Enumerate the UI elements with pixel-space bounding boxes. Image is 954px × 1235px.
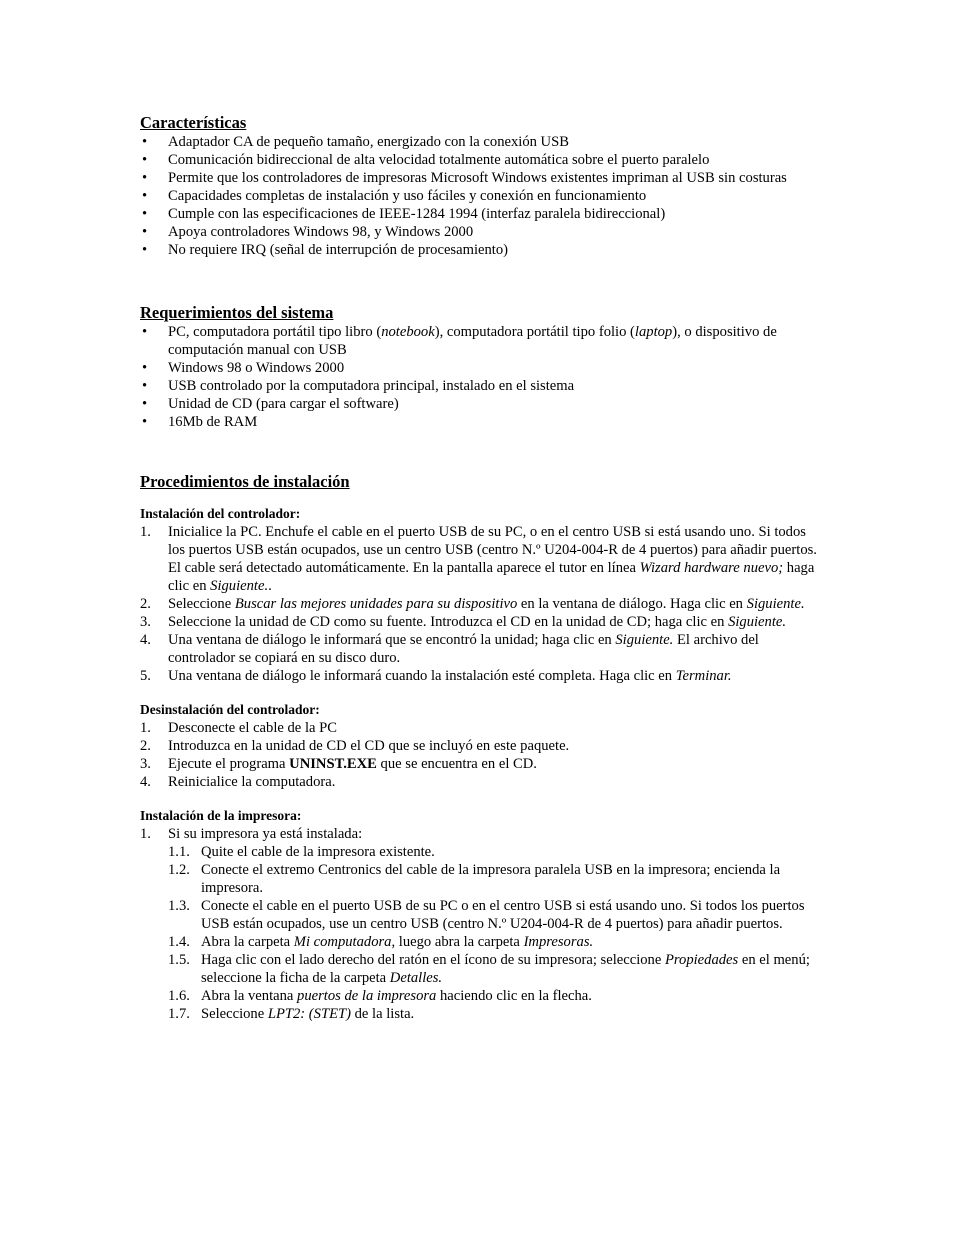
text-run: Introduzca en la unidad de CD el CD que se incluyó en este paquete. [168, 738, 570, 754]
list-item: • Windows 98 o Windows 2000 [140, 359, 820, 377]
text-run: que se encuentra en el CD. [376, 756, 537, 772]
text-run: notebook [381, 324, 435, 340]
list-item [140, 667, 820, 685]
list-item [168, 897, 820, 933]
step-number: 1.4. [168, 934, 190, 950]
text-run: ), o dispositivo de computación manual con USB [168, 324, 777, 358]
list-item [140, 613, 820, 631]
text-run: laptop [634, 324, 673, 340]
text-run: ), computadora portátil tipo folio ( [434, 324, 635, 340]
features-section [140, 113, 820, 259]
list-item [140, 737, 820, 755]
install-heading: Procedimientos de instalación [140, 472, 350, 491]
step-number: 1.3. [168, 898, 190, 914]
text-run: Siguiente. [210, 578, 269, 594]
list-item [168, 951, 820, 987]
text-run: . [268, 578, 272, 594]
uninstall-steps [140, 719, 820, 791]
text-run: Impresoras. [523, 934, 594, 950]
text-run: Una ventana de diálogo le informará que se encontró la unidad; haga clic en [168, 632, 616, 648]
list-item: • Comunicación bidireccional de alta velocidad totalmente automática sobre el puerto paralelo [140, 151, 820, 169]
text-run: Terminar. [675, 668, 732, 684]
text-run: Seleccione [168, 596, 235, 612]
step-number: 1. [140, 720, 151, 736]
requirements-heading: Requerimientos del sistema [140, 303, 334, 322]
printer-heading: Instalación de la impresora: [140, 808, 302, 823]
step-number: 1.6. [168, 988, 190, 1004]
list-item [140, 825, 820, 1023]
text-run: Siguiente. [746, 596, 805, 612]
features-heading: Características [140, 113, 247, 132]
requirements-section [140, 303, 820, 431]
text-run: LPT2: (STET) [267, 1006, 351, 1022]
list-item [168, 861, 820, 897]
text-run: Haga clic con el lado derecho del ratón en el ícono de su impresora; seleccione [201, 952, 665, 968]
step-number: 3. [140, 614, 151, 630]
spacer [140, 685, 820, 701]
text-run: Seleccione la unidad de CD como su fuente. Introduzca el CD en la unidad de CD; haga clic en [168, 614, 729, 630]
step-number: 1.5. [168, 952, 190, 968]
text-run: PC, computadora portátil tipo libro ( [168, 324, 382, 340]
list-item: • Apoya controladores Windows 98, y Windows 2000 [140, 223, 820, 241]
text-run: en la ventana de diálogo. Haga clic en [517, 596, 747, 612]
text-run: Quite el cable de la impresora existente. [201, 844, 435, 860]
step-number: 1.1. [168, 844, 190, 860]
list-item: • 16Mb de RAM [140, 413, 820, 431]
list-item [168, 933, 820, 951]
text-run: Propiedades [664, 952, 739, 968]
requirements-list [140, 323, 820, 431]
driver-heading: Instalación del controlador: [140, 506, 301, 521]
text-run: de la lista. [350, 1006, 415, 1022]
text-run: Seleccione [201, 1006, 268, 1022]
install-section [140, 472, 820, 1023]
list-item: • USB controlado por la computadora principal, instalado en el sistema [140, 377, 820, 395]
list-item [168, 1005, 820, 1023]
text-run: Wizard hardware nuevo; [639, 560, 784, 576]
printer-steps [140, 825, 820, 1023]
spacer [140, 791, 820, 807]
list-item: • Permite que los controladores de impresoras Microsoft Windows existentes impriman al USB sin costuras [140, 169, 820, 187]
text-run: Inicialice la PC. Enchufe el cable en el puerto USB de su PC, o en el centro USB si está usando uno. Si todos los puertos USB están ocupados, use un centro USB (centro N.º U204-004-R de 4 puertos) para añadir puertos. El cable será detectado automáticamente. En la pantalla aparece el tutor en línea [168, 524, 817, 576]
list-item [140, 631, 820, 667]
text-run: en el menú; seleccione la ficha de la carpeta [201, 952, 810, 986]
step-number: 4. [140, 774, 151, 790]
text-run: Conecte el cable en el puerto USB de su PC o en el centro USB si está usando uno. Si todos los puertos USB están ocupados, use un centro USB (centro N.º U204-004-R de 4 puertos) para añadir puertos. [201, 898, 805, 932]
list-item [168, 843, 820, 861]
text-run: Siguiente. [615, 632, 674, 648]
driver-steps [140, 523, 820, 685]
step-number: 2. [140, 596, 151, 612]
list-item: • No requiere IRQ (señal de interrupción de procesamiento) [140, 241, 820, 259]
text-run: Buscar las mejores unidades para su dispositivo [234, 596, 518, 612]
text-run: Detalles. [389, 970, 443, 986]
uninstall-heading: Desinstalación del controlador: [140, 702, 320, 717]
step-number: 2. [140, 738, 151, 754]
list-item [140, 523, 820, 595]
list-item [168, 987, 820, 1005]
text-run: , luego abra la carpeta [391, 934, 524, 950]
printer-substeps [168, 843, 820, 1023]
text-run: Mi computadora [293, 934, 392, 950]
list-item [140, 755, 820, 773]
text-run: UNINST.EXE [289, 756, 377, 772]
list-item: • Adaptador CA de pequeño tamaño, energizado con la conexión USB [140, 133, 820, 151]
text-run: Abra la carpeta [201, 934, 294, 950]
list-item [140, 323, 820, 359]
text-run: haciendo clic en la flecha. [436, 988, 592, 1004]
list-item: • Cumple con las especificaciones de IEEE-1284 1994 (interfaz paralela bidireccional) [140, 205, 820, 223]
step-number: 1.7. [168, 1006, 190, 1022]
text-run: Reinicialice la computadora. [168, 774, 336, 790]
text-run: Siguiente. [728, 614, 787, 630]
text-run: Ejecute el programa [168, 756, 290, 772]
step-number: 3. [140, 756, 151, 772]
text-run: Si su impresora ya está instalada: [168, 826, 363, 842]
text-run: El archivo del controlador se copiará en su disco duro. [168, 632, 759, 666]
text-run: Abra la ventana [201, 988, 298, 1004]
text-run: haga clic en [168, 560, 815, 594]
document-page [140, 113, 820, 1023]
list-item [140, 595, 820, 613]
text-run: Desconecte el cable de la PC [168, 720, 337, 736]
step-number: 1. [140, 826, 151, 842]
step-number: 1.2. [168, 862, 190, 878]
list-item [140, 719, 820, 737]
list-item: • Capacidades completas de instalación y uso fáciles y conexión en funcionamiento [140, 187, 820, 205]
step-number: 4. [140, 632, 151, 648]
list-item: • Unidad de CD (para cargar el software) [140, 395, 820, 413]
text-run: Una ventana de diálogo le informará cuando la instalación esté completa. Haga clic en [168, 668, 676, 684]
list-item [140, 773, 820, 791]
features-list [140, 133, 820, 259]
text-run: Conecte el extremo Centronics del cable de la impresora paralela USB en la impresora; encienda la impresora. [201, 862, 781, 896]
text-run: puertos de la impresora [297, 988, 437, 1004]
step-number: 5. [140, 668, 151, 684]
step-number: 1. [140, 524, 151, 540]
